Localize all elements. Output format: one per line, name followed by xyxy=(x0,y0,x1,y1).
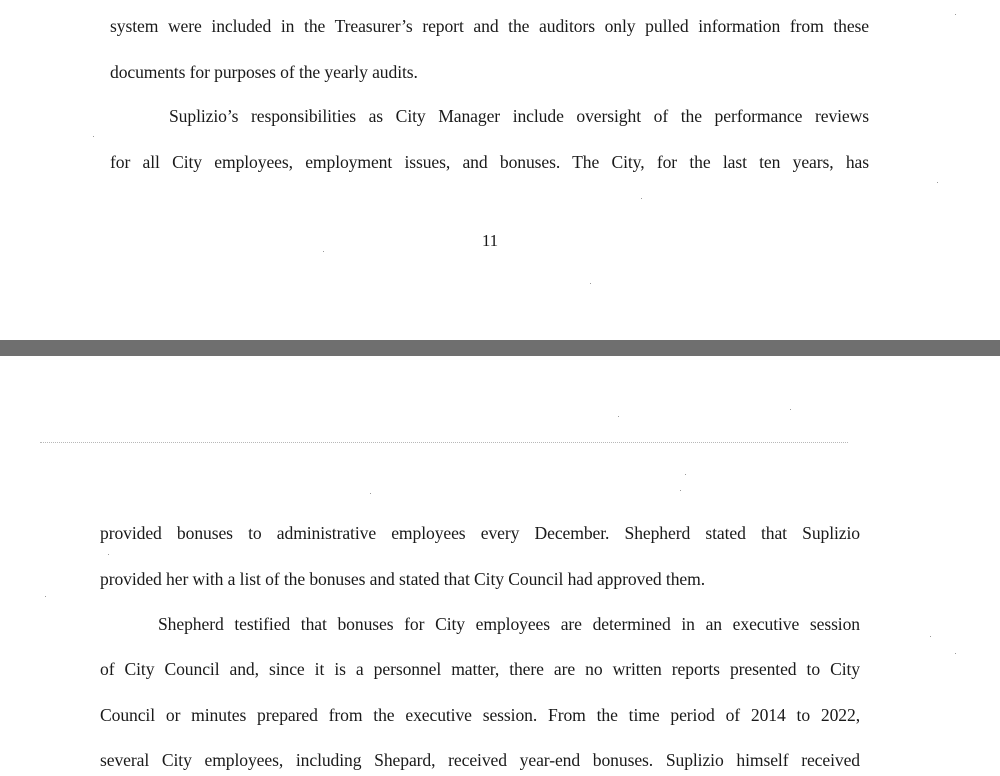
text-line: of City Council and, since it is a personnel matter, there are no written reports presented to City xyxy=(100,659,860,679)
scan-speck xyxy=(590,283,591,284)
scan-speck xyxy=(680,490,681,491)
scan-speck xyxy=(937,182,938,183)
text-line: Shepherd testified that bonuses for City employees are determined in an executive session xyxy=(158,614,860,634)
scan-speck xyxy=(930,636,931,637)
text-line: Council or minutes prepared from the executive session. From the time period of 2014 to 2022, xyxy=(100,705,860,725)
scan-speck xyxy=(618,416,619,417)
scan-speck xyxy=(108,554,109,555)
scan-speck xyxy=(955,653,956,654)
scan-speck xyxy=(955,14,956,15)
scan-speck xyxy=(45,596,46,597)
page-separator xyxy=(0,340,1000,356)
scan-speck xyxy=(685,474,686,475)
text-line: Suplizio’s responsibilities as City Manager include oversight of the performance reviews xyxy=(169,106,869,126)
text-line: provided bonuses to administrative employees every December. Shepherd stated that Suplizio xyxy=(100,523,860,543)
text-line: several City employees, including Shepard, received year-end bonuses. Suplizio himself received xyxy=(100,750,860,770)
text-line: provided her with a list of the bonuses and stated that City Council had approved them. xyxy=(100,569,706,589)
scan-speck xyxy=(790,409,791,410)
document-page-top xyxy=(0,0,1000,340)
scan-speck xyxy=(93,136,94,137)
text-line: system were included in the Treasurer’s report and the auditors only pulled information from these xyxy=(110,16,869,36)
document-page-bottom xyxy=(0,356,1000,776)
text-line: documents for purposes of the yearly audits. xyxy=(110,62,418,82)
page-number: 11 xyxy=(481,231,499,250)
text-line: for all City employees, employment issues, and bonuses. The City, for the last ten years, has xyxy=(110,152,869,172)
dotted-rule xyxy=(40,442,848,443)
scan-speck xyxy=(370,493,371,494)
scan-speck xyxy=(641,198,642,199)
scan-speck xyxy=(323,251,324,252)
